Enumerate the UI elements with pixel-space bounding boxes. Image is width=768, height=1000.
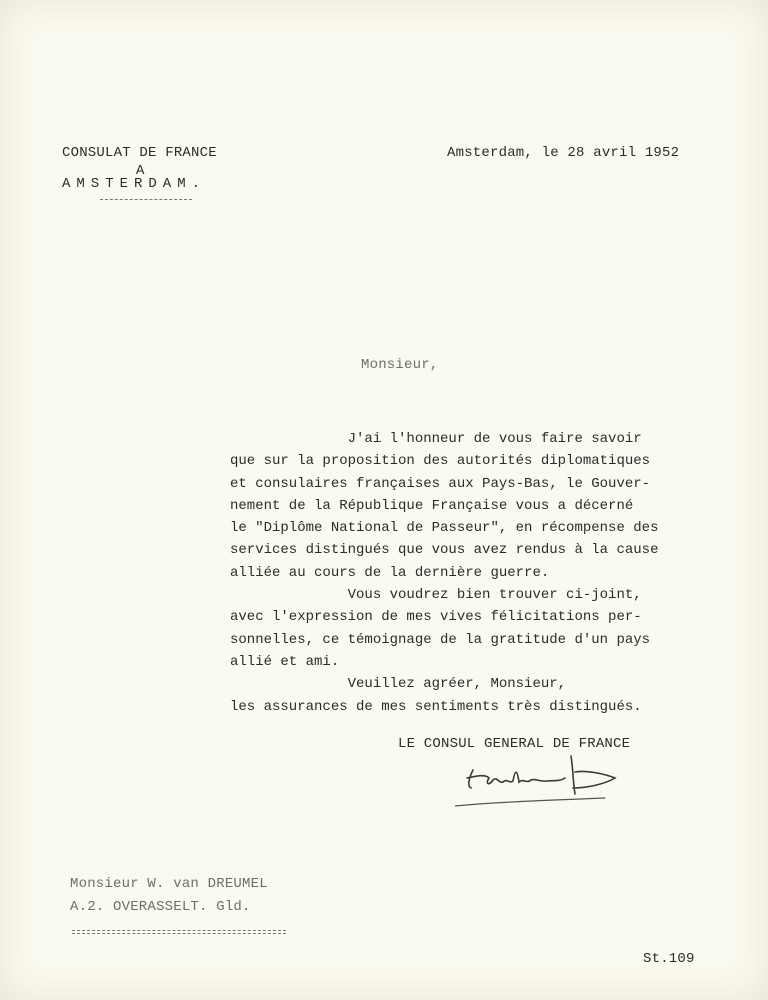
- handwritten-signature: [455, 748, 625, 810]
- body-line: et consulaires françaises aux Pays-Bas, le Gouver-: [230, 475, 651, 492]
- letterhead-city: AMSTERDAM.: [62, 176, 207, 192]
- letterhead-a: A: [136, 163, 145, 179]
- place-date: Amsterdam, le 28 avril 1952: [447, 145, 680, 161]
- reference-number: St.109: [643, 951, 695, 967]
- recipient-name: Monsieur W. van DREUMEL: [70, 876, 268, 892]
- body-line: J'ai l'honneur de vous faire savoir: [230, 431, 642, 447]
- body-line: que sur la proposition des autorités diplomatiques: [230, 453, 651, 470]
- salutation: Monsieur,: [361, 357, 439, 373]
- recipient-underline-2: [72, 933, 286, 934]
- body-line: nement de la République Française vous a décerné: [230, 497, 634, 514]
- body-line: alliée au cours de la dernière guerre.: [230, 564, 550, 581]
- body-line: sonnelles, ce témoignage de la gratitude d'un pays: [230, 631, 651, 648]
- body-line: avec l'expression de mes vives félicitations per-: [230, 609, 642, 626]
- body-line: services distingués que vous avez rendus à la cause: [230, 542, 659, 559]
- body-line: allié et ami.: [230, 653, 340, 670]
- letterhead-underline: [100, 199, 192, 200]
- letterhead-consulate: CONSULAT DE FRANCE: [62, 145, 217, 161]
- recipient-address: A.2. OVERASSELT. Gld.: [70, 899, 251, 915]
- body-line: Vous voudrez bien trouver ci-joint,: [230, 587, 642, 604]
- recipient-underline: [72, 930, 286, 931]
- letter-body: [230, 428, 710, 718]
- body-line: Veuillez agréer, Monsieur,: [230, 676, 567, 693]
- body-line: les assurances de mes sentiments très distingués.: [230, 698, 642, 715]
- signatory-title: LE CONSUL GENERAL DE FRANCE: [398, 736, 631, 752]
- body-line: le "Diplôme National de Passeur", en récompense des: [230, 520, 659, 537]
